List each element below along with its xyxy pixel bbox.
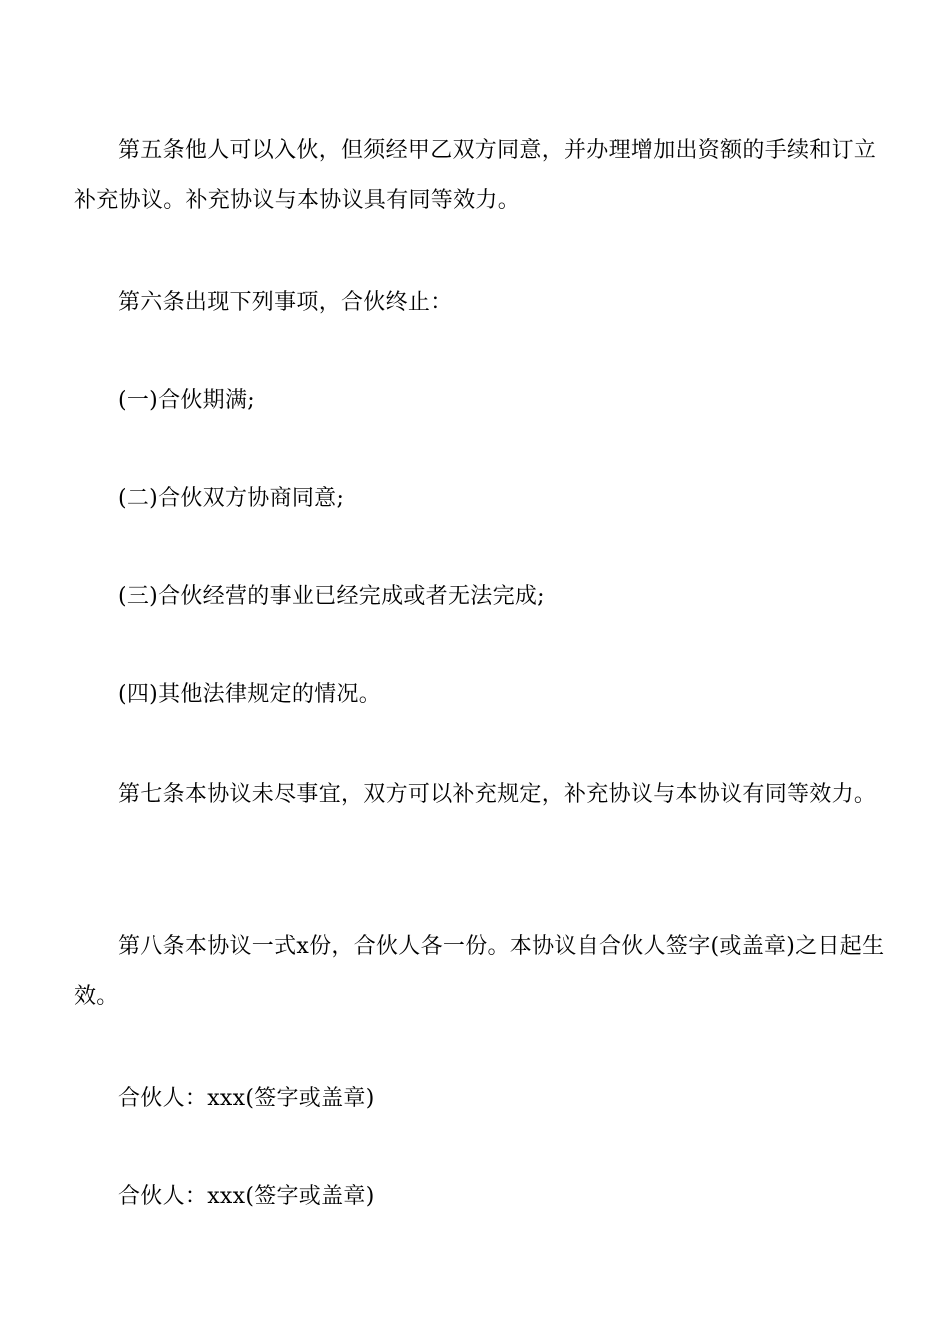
article-5-paragraph: 第五条他人可以入伙，但须经甲乙双方同意，并办理增加出资额的手续和订立补充协议。补充协议与本协议具有同等效力。 — [74, 138, 877, 213]
termination-item-4: (四)其他法律规定的情况。 — [118, 682, 382, 707]
termination-item-1: (一)合伙期满; — [118, 388, 255, 413]
article-7-paragraph: 第七条本协议未尽事宜，双方可以补充规定，补充协议与本协议有同等效力。 — [118, 782, 877, 807]
partner-signature-line-2: 合伙人：xxx(签字或盖章) — [118, 1184, 375, 1209]
article-8-paragraph: 第八条本协议一式x份，合伙人各一份。本协议自合伙人签字(或盖章)之日起生效。 — [74, 934, 885, 1009]
partner-signature-line-1: 合伙人：xxx(签字或盖章) — [118, 1086, 375, 1111]
termination-item-3: (三)合伙经营的事业已经完成或者无法完成; — [118, 584, 545, 609]
article-6-paragraph: 第六条出现下列事项，合伙终止： — [118, 290, 453, 315]
termination-item-2: (二)合伙双方协商同意; — [118, 486, 345, 511]
